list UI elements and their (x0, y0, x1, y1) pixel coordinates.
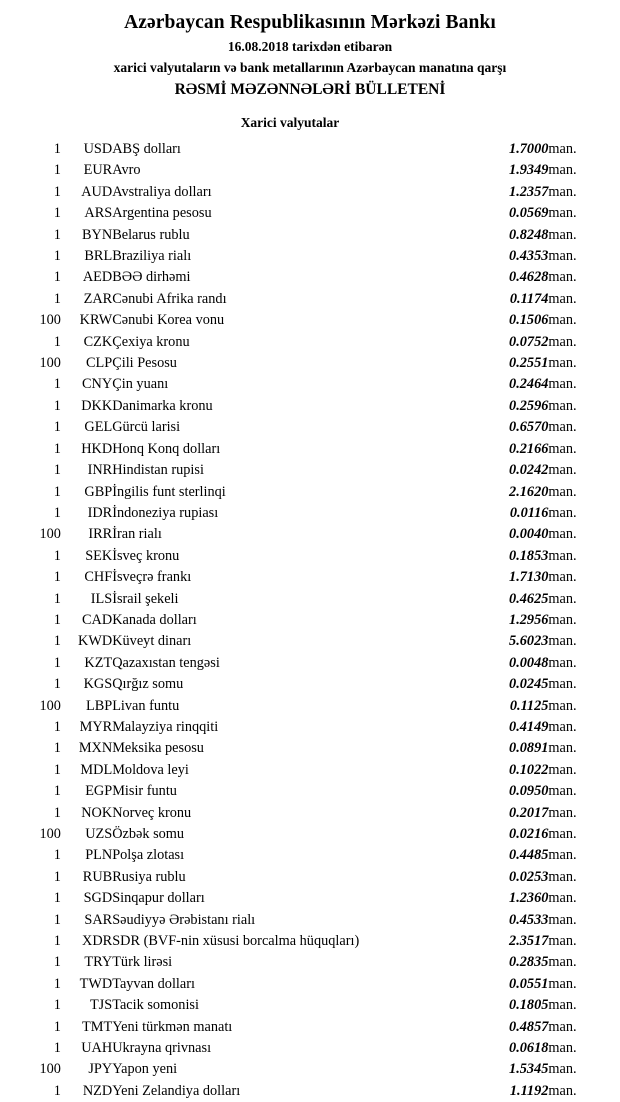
currency-name: İran rialı (112, 526, 162, 543)
currency-units: 1 (53, 226, 61, 243)
currency-name: Cənubi Afrika randı (112, 290, 227, 307)
currency-code: IDR (87, 504, 113, 521)
currency-units: 1 (53, 333, 61, 350)
rate-unit-label: man. (548, 740, 577, 757)
currency-code: AED (82, 269, 113, 286)
currency-name: ABŞ dolları (112, 141, 181, 157)
table-row (16, 974, 604, 995)
table-row (16, 845, 604, 866)
rate-unit-label: man. (548, 269, 577, 286)
rate-unit-label: man. (548, 141, 577, 157)
currency-units: 1 (53, 911, 61, 928)
currency-rate: 0.6570 (509, 419, 549, 436)
currency-units: 1 (53, 740, 61, 757)
currency-rate: 0.4625 (509, 590, 549, 607)
currency-name: Türk lirəsi (112, 954, 173, 971)
rate-unit-label: man. (548, 333, 577, 350)
table-row (16, 888, 604, 909)
currency-code: MDL (80, 761, 113, 778)
table-row (16, 1017, 604, 1038)
rate-unit-label: man. (548, 1018, 577, 1035)
currency-code: LBP (85, 697, 113, 714)
table-row (16, 931, 604, 952)
currency-units: 1 (53, 783, 61, 800)
currency-name: Tacik somonisi (112, 997, 199, 1014)
currency-units: 1 (53, 761, 61, 778)
currency-code: TWD (79, 975, 113, 992)
currency-name: Argentina pesosu (112, 205, 212, 222)
currency-rate: 0.0216 (509, 826, 549, 842)
currency-code: RUB (82, 868, 113, 885)
table-row (16, 803, 604, 824)
table-row (16, 589, 604, 610)
table-row (16, 610, 604, 631)
table-row (16, 524, 604, 545)
currency-code: XDR (82, 933, 113, 950)
currency-name: Yeni türkmən manatı (112, 1018, 233, 1035)
rate-unit-label: man. (548, 933, 577, 950)
table-row (16, 310, 604, 331)
currency-rate: 0.4149 (509, 718, 549, 735)
currency-name: Malayziya rinqqiti (112, 718, 219, 735)
currency-code: CHF (84, 569, 113, 586)
currency-name: Rusiya rublu (112, 868, 186, 885)
table-row (16, 781, 604, 802)
currency-name: Braziliya rialı (112, 248, 192, 265)
currency-units: 100 (39, 355, 61, 372)
table-row (16, 246, 604, 267)
currency-code: JPY (88, 1061, 113, 1078)
currency-rate: 0.2551 (509, 355, 549, 372)
table-row (16, 332, 604, 353)
currency-units: 1 (53, 590, 61, 607)
currency-name: İngilis funt sterlinqi (112, 483, 226, 500)
rate-unit-label: man. (548, 440, 577, 457)
currency-rate: 0.1805 (509, 997, 549, 1014)
currency-rate: 0.1506 (509, 312, 549, 329)
currency-units: 1 (53, 611, 61, 628)
currency-rate: 0.0618 (509, 1040, 549, 1057)
table-row (16, 482, 604, 503)
rate-unit-label: man. (548, 611, 577, 628)
rate-unit-label: man. (548, 975, 577, 992)
currency-units: 1 (53, 933, 61, 950)
currency-rate: 0.4353 (509, 248, 549, 265)
currency-rate: 0.0891 (509, 740, 549, 757)
currency-units: 100 (39, 526, 61, 543)
currency-code: TJS (89, 997, 113, 1014)
table-row (16, 396, 604, 417)
currency-code: KGS (83, 676, 113, 693)
currency-code: MYR (79, 718, 113, 735)
currency-units: 1 (53, 633, 61, 650)
currency-code: UAH (81, 1040, 113, 1057)
currency-units: 1 (53, 1082, 61, 1099)
currency-code: EGP (85, 783, 113, 800)
rate-unit-label: man. (548, 697, 577, 714)
rate-unit-label: man. (548, 183, 577, 200)
currency-units: 1 (53, 419, 61, 436)
page-title: Azərbaycan Respublikasının Mərkəzi Bankı (124, 12, 496, 33)
currency-rate: 0.4485 (509, 847, 549, 864)
currency-name: Polşa zlotası (112, 847, 185, 864)
currency-name: İsveçrə frankı (112, 569, 192, 586)
currency-units: 1 (53, 440, 61, 457)
currency-rate: 0.4628 (509, 269, 549, 286)
currency-rate: 1.7000 (509, 141, 549, 157)
currency-rate: 0.4857 (509, 1018, 549, 1035)
effective-date-line: 16.08.2018 tarixdən etibarən (227, 39, 393, 54)
currency-units: 1 (53, 997, 61, 1014)
currency-code: DKK (81, 397, 113, 414)
rate-unit-label: man. (548, 290, 577, 307)
currency-rate: 1.2956 (509, 611, 549, 628)
currency-rate: 0.0242 (509, 462, 549, 479)
currency-units: 1 (53, 954, 61, 971)
rate-unit-label: man. (548, 911, 577, 928)
currency-code: TMT (82, 1018, 113, 1035)
table-row (16, 653, 604, 674)
table-row (16, 910, 604, 931)
currency-units: 1 (53, 269, 61, 286)
currency-units: 1 (53, 654, 61, 671)
currency-code: NOK (81, 804, 113, 821)
currency-name: Gürcü larisi (112, 419, 181, 436)
currency-rate: 1.1192 (509, 1082, 549, 1099)
currency-rate: 5.6023 (509, 633, 549, 650)
table-row (16, 289, 604, 310)
table-row (16, 417, 604, 438)
currency-code: SEK (85, 547, 113, 564)
currency-name: Küveyt dinarı (112, 633, 192, 650)
table-row (16, 952, 604, 973)
table-row (16, 546, 604, 567)
rate-unit-label: man. (548, 890, 577, 907)
table-row (16, 1059, 604, 1080)
currency-name: Qazaxıstan tengəsi (112, 654, 220, 671)
rate-unit-label: man. (548, 1040, 577, 1057)
currency-rate: 0.4533 (509, 911, 549, 928)
currency-name: Moldova leyi (112, 761, 189, 778)
table-row (16, 631, 604, 652)
table-row (16, 824, 604, 845)
currency-code: MXN (78, 740, 113, 757)
currency-name: Sinqapur dolları (112, 890, 205, 907)
currency-rate: 2.1620 (509, 483, 549, 500)
currency-units: 100 (39, 312, 61, 329)
currency-units: 1 (53, 162, 61, 179)
currency-units: 1 (53, 890, 61, 907)
rate-unit-label: man. (548, 397, 577, 414)
currency-rate: 1.9349 (509, 162, 549, 179)
currency-name: Cənubi Korea vonu (112, 312, 225, 329)
currency-rate: 1.5345 (509, 1061, 549, 1078)
currency-code: HKD (81, 440, 113, 457)
currency-rate: 1.2357 (509, 183, 549, 200)
rate-unit-label: man. (548, 826, 577, 842)
currency-rate: 0.2596 (509, 397, 549, 414)
currency-units: 100 (39, 1061, 61, 1078)
currency-units: 1 (53, 569, 61, 586)
currency-name: Qırğız somu (112, 676, 184, 693)
currency-name: Honq Konq dolları (112, 440, 221, 457)
rate-unit-label: man. (548, 547, 577, 564)
currency-code: EUR (83, 162, 113, 179)
rate-unit-label: man. (548, 205, 577, 222)
currency-name: Yeni Zelandiya dolları (112, 1082, 241, 1099)
rate-unit-label: man. (548, 462, 577, 479)
currency-units: 1 (53, 547, 61, 564)
rate-unit-label: man. (548, 676, 577, 693)
table-row (16, 460, 604, 481)
table-row (16, 503, 604, 524)
currency-units: 1 (53, 376, 61, 393)
currency-rate: 0.0253 (509, 868, 549, 885)
rate-unit-label: man. (548, 804, 577, 821)
rate-unit-label: man. (548, 419, 577, 436)
table-row (16, 867, 604, 888)
currency-code: KRW (79, 312, 113, 329)
currency-rate: 0.1022 (509, 761, 549, 778)
currency-units: 100 (39, 697, 61, 714)
table-row (16, 203, 604, 224)
currency-code: KZT (84, 654, 113, 671)
currency-code: USD (83, 141, 113, 157)
currency-code: SAR (84, 911, 113, 928)
currency-rate: 0.1853 (509, 547, 549, 564)
currency-rate: 0.0245 (509, 676, 549, 693)
currency-code: GBP (84, 483, 113, 500)
currency-code: BYN (82, 226, 113, 243)
currency-name: Belarus rublu (112, 226, 190, 243)
currency-units: 1 (53, 183, 61, 200)
currency-code: CNY (82, 376, 113, 393)
currency-name: Hindistan rupisi (112, 462, 204, 479)
currency-code: ARS (84, 205, 113, 222)
currency-code: UZS (85, 826, 113, 842)
table-row (16, 267, 604, 288)
currency-code: KWD (78, 633, 113, 650)
currency-units: 1 (53, 483, 61, 500)
currency-code: CZK (83, 333, 113, 350)
table-row (16, 567, 604, 588)
rate-unit-label: man. (548, 847, 577, 864)
table-row (16, 1081, 604, 1102)
table-row (16, 674, 604, 695)
currency-rate: 0.0040 (509, 526, 549, 543)
currency-name: Misir funtu (112, 783, 177, 800)
rate-unit-label: man. (548, 997, 577, 1014)
rate-unit-label: man. (548, 569, 577, 586)
currency-code: CLP (85, 355, 113, 372)
currency-rate: 0.2464 (509, 376, 549, 393)
table-row (16, 760, 604, 781)
rate-unit-label: man. (548, 761, 577, 778)
currency-name: BƏƏ dirhəmi (112, 269, 191, 286)
table-row (16, 225, 604, 246)
currency-units: 1 (53, 248, 61, 265)
currency-units: 1 (53, 397, 61, 414)
currency-code: ILS (90, 590, 113, 607)
currency-name: İsrail şekeli (112, 590, 179, 607)
currency-units: 1 (53, 205, 61, 222)
currency-rate: 0.1174 (509, 290, 549, 307)
currency-name: Avstraliya dolları (112, 183, 212, 200)
currency-name: Çin yuanı (112, 376, 169, 393)
currency-rate: 2.3517 (509, 933, 549, 950)
document-header (14, 12, 606, 99)
currency-name: Norveç kronu (112, 804, 192, 821)
currency-code: GEL (84, 419, 113, 436)
rate-unit-label: man. (548, 504, 577, 521)
currency-units: 1 (53, 718, 61, 735)
currency-code: PLN (85, 847, 113, 864)
table-row (16, 439, 604, 460)
currency-units: 1 (53, 141, 61, 157)
currency-code: TRY (84, 954, 113, 971)
currency-rate: 0.2017 (509, 804, 549, 821)
currency-code: NZD (82, 1082, 113, 1099)
currency-units: 1 (53, 1018, 61, 1035)
rate-unit-label: man. (548, 718, 577, 735)
rate-unit-label: man. (548, 226, 577, 243)
currency-rate: 0.1125 (509, 697, 549, 714)
currency-code: ZAR (83, 290, 113, 307)
table-row (16, 160, 604, 181)
currency-name: İndoneziya rupiası (112, 504, 219, 521)
currency-name: Kanada dolları (112, 611, 197, 628)
currency-units: 1 (53, 804, 61, 821)
rate-unit-label: man. (548, 312, 577, 329)
table-row (16, 139, 604, 160)
currency-name: Çili Pesosu (112, 355, 177, 372)
rate-unit-label: man. (548, 1082, 577, 1099)
currency-units: 1 (53, 868, 61, 885)
currency-units: 1 (53, 975, 61, 992)
currency-code: CAD (82, 611, 113, 628)
currency-name: Özbək somu (112, 826, 185, 842)
table-row (16, 353, 604, 374)
currency-rate: 0.0950 (509, 783, 549, 800)
exchange-rates-table (16, 139, 604, 1102)
currency-rate: 0.2835 (509, 954, 549, 971)
currency-name: Yapon yeni (112, 1061, 178, 1078)
currency-name: İsveç kronu (112, 547, 180, 564)
currency-units: 1 (53, 462, 61, 479)
rate-unit-label: man. (548, 590, 577, 607)
table-row (16, 374, 604, 395)
currency-units: 1 (53, 290, 61, 307)
currency-name: Ukrayna qrivnası (112, 1040, 212, 1057)
currency-code: SGD (83, 890, 113, 907)
currency-rate: 0.0116 (509, 504, 549, 521)
currency-name: Çexiya kronu (112, 333, 190, 350)
currency-code: INR (87, 462, 113, 479)
currency-code: AUD (81, 183, 113, 200)
currency-name: Tayvan dolları (112, 975, 195, 992)
rate-unit-label: man. (548, 483, 577, 500)
currency-units: 1 (53, 847, 61, 864)
currency-rate: 1.7130 (509, 569, 549, 586)
rate-unit-label: man. (548, 526, 577, 543)
section-title-foreign-currencies: Xarici valyutalar (240, 115, 340, 130)
rate-unit-label: man. (548, 162, 577, 179)
rate-unit-label: man. (548, 633, 577, 650)
rate-unit-label: man. (548, 248, 577, 265)
currency-units: 1 (53, 676, 61, 693)
currency-code: IRR (88, 526, 113, 543)
currency-rate: 0.2166 (509, 440, 549, 457)
currency-rate: 0.0048 (509, 654, 549, 671)
rate-unit-label: man. (548, 783, 577, 800)
rate-unit-label: man. (548, 868, 577, 885)
document-subtitle: xarici valyutaların və bank metallarının Azərbaycan manatına qarşı (113, 60, 507, 75)
rate-unit-label: man. (548, 1061, 577, 1078)
currency-name: SDR (BVF-nin xüsusi borcalma hüquqları) (112, 933, 360, 950)
currency-rate: 0.0551 (509, 975, 549, 992)
table-row (16, 696, 604, 717)
table-row (16, 995, 604, 1016)
currency-rate: 0.8248 (509, 226, 549, 243)
currency-code: BRL (84, 248, 113, 265)
table-row (16, 182, 604, 203)
table-row (16, 1038, 604, 1059)
currency-units: 100 (39, 826, 61, 842)
currency-name: Danimarka kronu (112, 397, 213, 414)
table-row (16, 738, 604, 759)
rate-unit-label: man. (548, 376, 577, 393)
rate-unit-label: man. (548, 654, 577, 671)
bulletin-heading: RƏSMİ MƏZƏNNƏLƏRİ BÜLLETENİ (174, 81, 446, 98)
currency-name: Səudiyyə Ərəbistanı rialı (112, 911, 256, 928)
currency-name: Avro (112, 162, 141, 179)
table-row (16, 717, 604, 738)
currency-rate: 1.2360 (509, 890, 549, 907)
currency-rate: 0.0569 (509, 205, 549, 222)
currency-name: Livan funtu (112, 697, 180, 714)
currency-units: 1 (53, 1040, 61, 1057)
rate-unit-label: man. (548, 954, 577, 971)
currency-units: 1 (53, 504, 61, 521)
currency-rate: 0.0752 (509, 333, 549, 350)
currency-name: Meksika pesosu (112, 740, 204, 757)
rate-unit-label: man. (548, 355, 577, 372)
